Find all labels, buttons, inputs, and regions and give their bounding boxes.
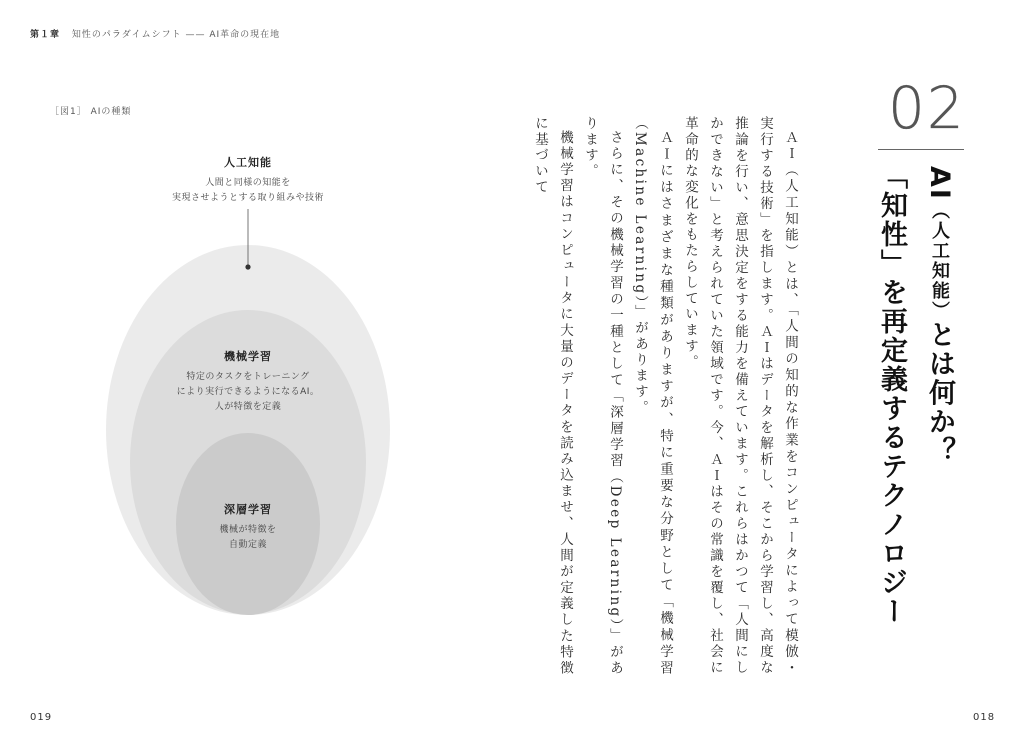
headline-line-1 xyxy=(922,166,956,466)
body-paragraph: ＡＩにはさまざまな種類がありますが、特に重要な分野として「機械学習（Machine Learning）」があります。 xyxy=(632,116,673,676)
venn-inner-desc-line: 機械が特徴を xyxy=(219,525,277,535)
chapter-title: 知性のパラダイムシフト —— AI革命の現在地 xyxy=(71,30,281,40)
venn-middle-desc-line: 人が特徴を定義 xyxy=(214,402,282,412)
body-paragraph: 機械学習はコンピュータに大量のデータを読み込ませ、人間が定義した特徴に基づいて xyxy=(532,116,573,676)
venn-inner-label xyxy=(173,501,323,553)
venn-outer-desc-line: 人間と同様の知能を xyxy=(205,178,291,188)
body-text xyxy=(532,116,802,676)
venn-inner-desc-line: 自動定義 xyxy=(228,540,267,550)
figure-label: ［図1］ AIの種類 xyxy=(50,107,132,117)
venn-inner-desc xyxy=(173,523,323,553)
section-rule xyxy=(878,149,964,150)
venn-outer-desc xyxy=(148,176,348,206)
venn-outer-desc-line: 実現させようとする取り組みや技術 xyxy=(171,193,324,203)
headline-line-2: 「知性」を再定義するテクノロジー xyxy=(876,162,907,626)
venn-middle-desc-line: 特定のタスクをトレーニング xyxy=(186,372,310,382)
body-paragraph: ＡＩ（人工知能）とは、「人間の知的な作業をコンピュータによって模倣・実行する技術」を指します。ＡＩはデータを解析し、そこから学習し、高度な推論を行い、意思決定をする能力を備えています。これらはかつて「人間にしかできない」と考えられていた領域です。今、ＡＩはその常識を覆し、社会に革命的な変化をもたらしています。 xyxy=(682,116,798,676)
chapter-label: 第１章 xyxy=(30,30,61,40)
venn-outer-label xyxy=(148,154,348,206)
headline-ai: AI xyxy=(924,166,955,201)
venn-middle-label xyxy=(148,348,348,415)
section-number: 02 xyxy=(888,74,966,142)
body-paragraph: さらに、その機械学習の一種として「深層学習（Deep Learning）」があります。 xyxy=(582,116,623,676)
leader-dot xyxy=(245,264,250,269)
venn-middle-desc xyxy=(148,370,348,415)
venn-inner-title: 深層学習 xyxy=(224,503,272,516)
venn-outer-title: 人工知能 xyxy=(224,156,272,169)
page-number-right: 018 xyxy=(973,712,996,723)
headline-ai-gloss: （人工知能） xyxy=(929,200,950,321)
venn-middle-desc-line: により実行できるようになるAI。 xyxy=(176,387,320,397)
venn-middle-title: 機械学習 xyxy=(224,350,272,363)
page-number-left: 019 xyxy=(30,712,53,723)
headline-question: とは何か？ xyxy=(924,320,955,466)
